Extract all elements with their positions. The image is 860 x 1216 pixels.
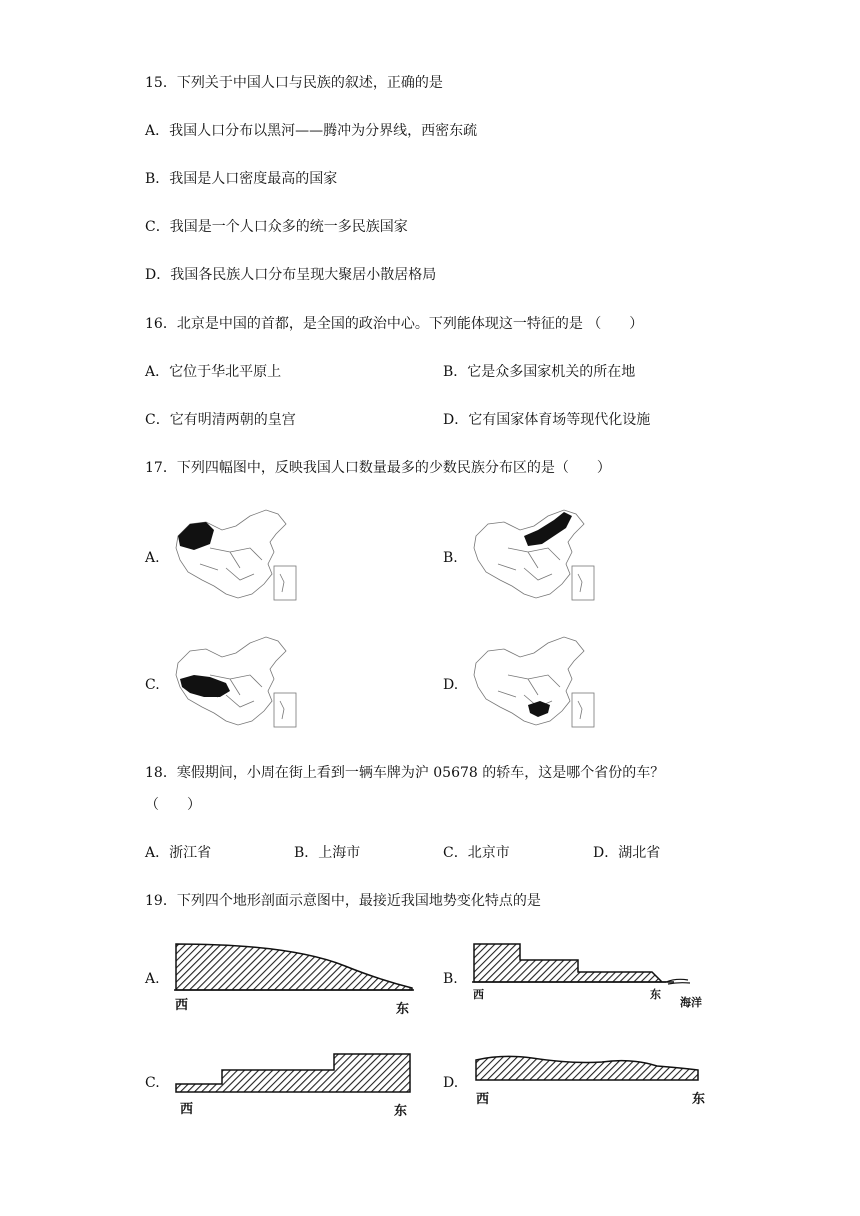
q19-option-a-label[interactable]: A. [145,971,160,987]
q19-c-west-label: 西 [180,1102,194,1117]
q19-d-east-label: 东 [692,1092,706,1107]
q18-option-d[interactable]: D．湖北省 [593,845,661,861]
q17-map-a[interactable] [170,508,305,608]
q17-map-d[interactable] [468,635,603,735]
q19-b-west-label: 西 [473,988,484,1001]
q16-stem: 16．北京是中国的首都，是全国的政治中心。下列能体现这一特征的是 （ ） [145,316,644,332]
q16-option-d[interactable]: D．它有国家体育场等现代化设施 [443,412,651,428]
q18-stem: 18．寒假期间，小周在街上看到一辆车牌为沪 05678 的轿车，这是哪个省份的车？ [145,765,665,781]
q15-option-c[interactable]: C．我国是一个人口众多的统一多民族国家 [145,219,408,235]
q19-option-c-label[interactable]: C. [145,1075,160,1091]
q17-option-b-label[interactable]: B. [443,550,458,566]
q19-option-b-label[interactable]: B. [443,971,458,987]
q19-profile-a[interactable] [170,938,420,994]
q17-stem: 17．下列四幅图中，反映我国人口数量最多的少数民族分布区的是（ ） [145,460,611,476]
q19-stem: 19．下列四个地形剖面示意图中，最接近我国地势变化特点的是 [145,893,541,909]
q16-option-a[interactable]: A．它位于华北平原上 [145,364,282,380]
q19-b-ocean-label: 海洋 [680,996,702,1009]
q19-option-d-label[interactable]: D. [443,1075,459,1091]
q18-option-b[interactable]: B．上海市 [294,845,361,861]
q19-profile-b[interactable] [470,940,730,990]
q17-map-b[interactable] [468,508,603,608]
q17-option-d-label[interactable]: D. [443,677,459,693]
q19-a-east-label: 东 [396,1002,410,1017]
q15-stem: 15．下列关于中国人口与民族的叙述，正确的是 [145,75,443,91]
q19-a-west-label: 西 [175,998,189,1013]
q18-option-a[interactable]: A．浙江省 [145,845,212,861]
q15-option-d[interactable]: D．我国各民族人口分布呈现大聚居小散居格局 [145,267,437,283]
q17-option-c-label[interactable]: C. [145,677,160,693]
q18-answer-parens: （ ） [145,797,201,813]
q18-option-c[interactable]: C．北京市 [443,845,510,861]
q19-d-west-label: 西 [476,1092,490,1107]
q15-option-a[interactable]: A．我国人口分布以黑河——腾冲为分界线，西密东疏 [145,123,478,139]
q16-option-b[interactable]: B．它是众多国家机关的所在地 [443,364,636,380]
q19-b-east-label: 东 [650,988,661,1001]
q19-c-east-label: 东 [394,1104,408,1119]
q17-option-a-label[interactable]: A. [145,550,160,566]
q19-profile-c[interactable] [172,1050,417,1098]
q19-profile-d[interactable] [472,1052,704,1084]
q16-option-c[interactable]: C．它有明清两朝的皇宫 [145,412,296,428]
q15-option-b[interactable]: B．我国是人口密度最高的国家 [145,171,338,187]
q17-map-c[interactable] [170,635,305,735]
